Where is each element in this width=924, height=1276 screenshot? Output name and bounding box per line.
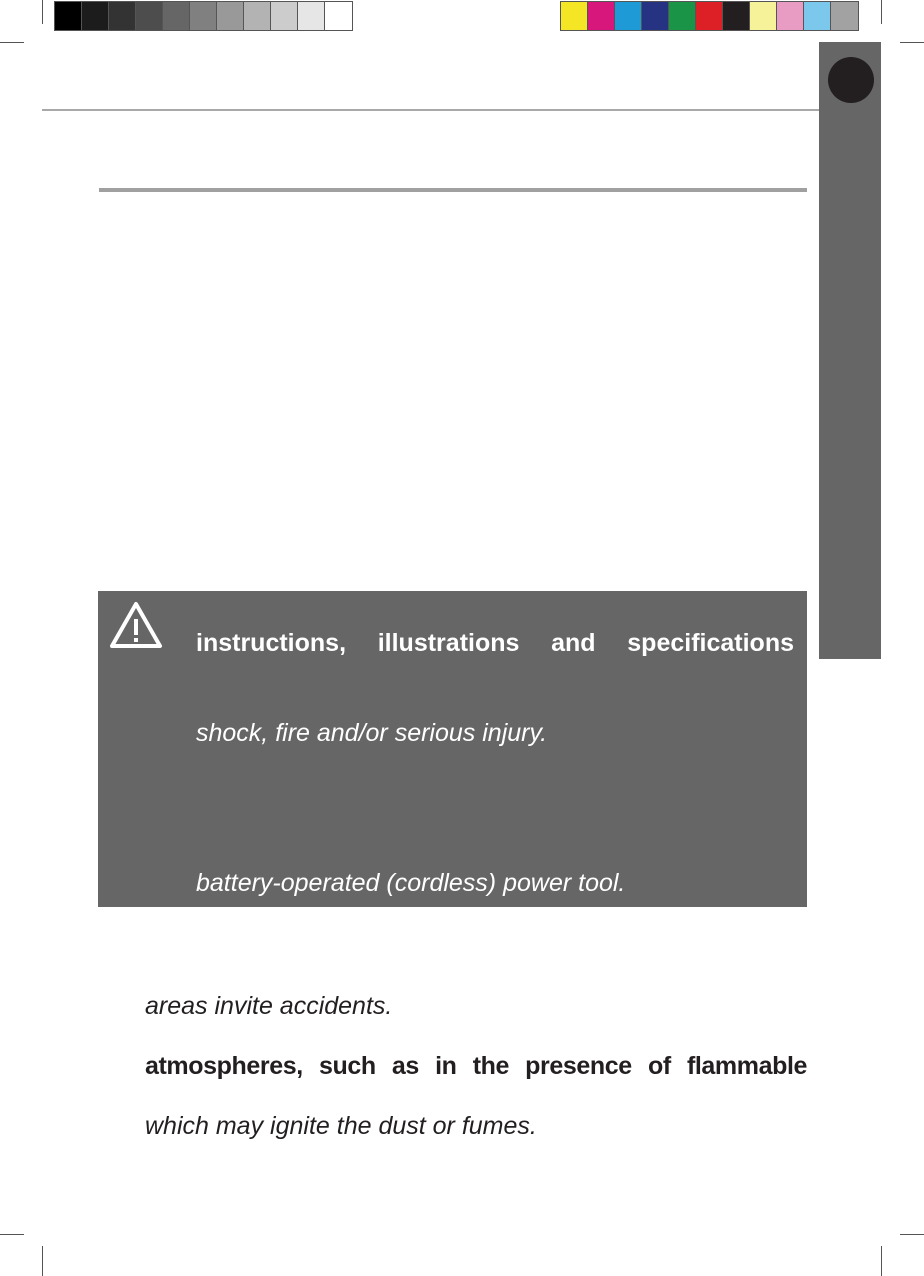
gray-swatch xyxy=(217,2,244,30)
warning-box xyxy=(98,591,807,907)
color-swatch xyxy=(561,2,588,30)
tab-dot xyxy=(828,57,874,103)
gray-swatch xyxy=(190,2,217,30)
gray-swatch xyxy=(163,2,190,30)
warning-line-3: battery-operated (cordless) power tool. xyxy=(196,869,626,897)
crop-mark-top-left-h xyxy=(0,42,24,43)
crop-mark-top-right-h xyxy=(900,42,924,43)
gray-swatch xyxy=(244,2,271,30)
warning-triangle-icon xyxy=(108,599,164,651)
gray-swatch xyxy=(325,2,352,30)
color-swatch xyxy=(642,2,669,30)
color-swatch xyxy=(804,2,831,30)
gray-swatch xyxy=(136,2,163,30)
crop-mark-bottom-right-v xyxy=(881,1246,882,1276)
color-swatch xyxy=(669,2,696,30)
section-rule xyxy=(99,188,807,192)
warning-line-1: instructions, illustrations and specifications xyxy=(196,629,794,657)
crop-mark-bottom-left-h xyxy=(0,1234,24,1235)
crop-mark-top-right-v xyxy=(881,0,882,24)
color-swatch xyxy=(723,2,750,30)
gray-swatch xyxy=(82,2,109,30)
crop-mark-top-left-v xyxy=(42,0,43,24)
gray-swatch xyxy=(55,2,82,30)
header-rule xyxy=(42,109,820,111)
color-swatch xyxy=(615,2,642,30)
color-swatch xyxy=(696,2,723,30)
color-swatch xyxy=(588,2,615,30)
color-swatch xyxy=(777,2,804,30)
grayscale-calibration-bar xyxy=(54,1,353,31)
gray-swatch xyxy=(298,2,325,30)
gray-swatch xyxy=(109,2,136,30)
color-swatch xyxy=(831,2,858,30)
warning-line-2: shock, fire and/or serious injury. xyxy=(196,719,548,747)
body-line-3: which may ignite the dust or fumes. xyxy=(145,1112,537,1140)
crop-mark-bottom-right-h xyxy=(900,1234,924,1235)
color-calibration-bar xyxy=(560,1,859,31)
crop-mark-bottom-left-v xyxy=(42,1246,43,1276)
body-line-2: atmospheres, such as in the presence of flammable xyxy=(145,1052,807,1080)
side-tab xyxy=(819,42,881,659)
color-swatch xyxy=(750,2,777,30)
gray-swatch xyxy=(271,2,298,30)
body-line-1: areas invite accidents. xyxy=(145,992,393,1020)
